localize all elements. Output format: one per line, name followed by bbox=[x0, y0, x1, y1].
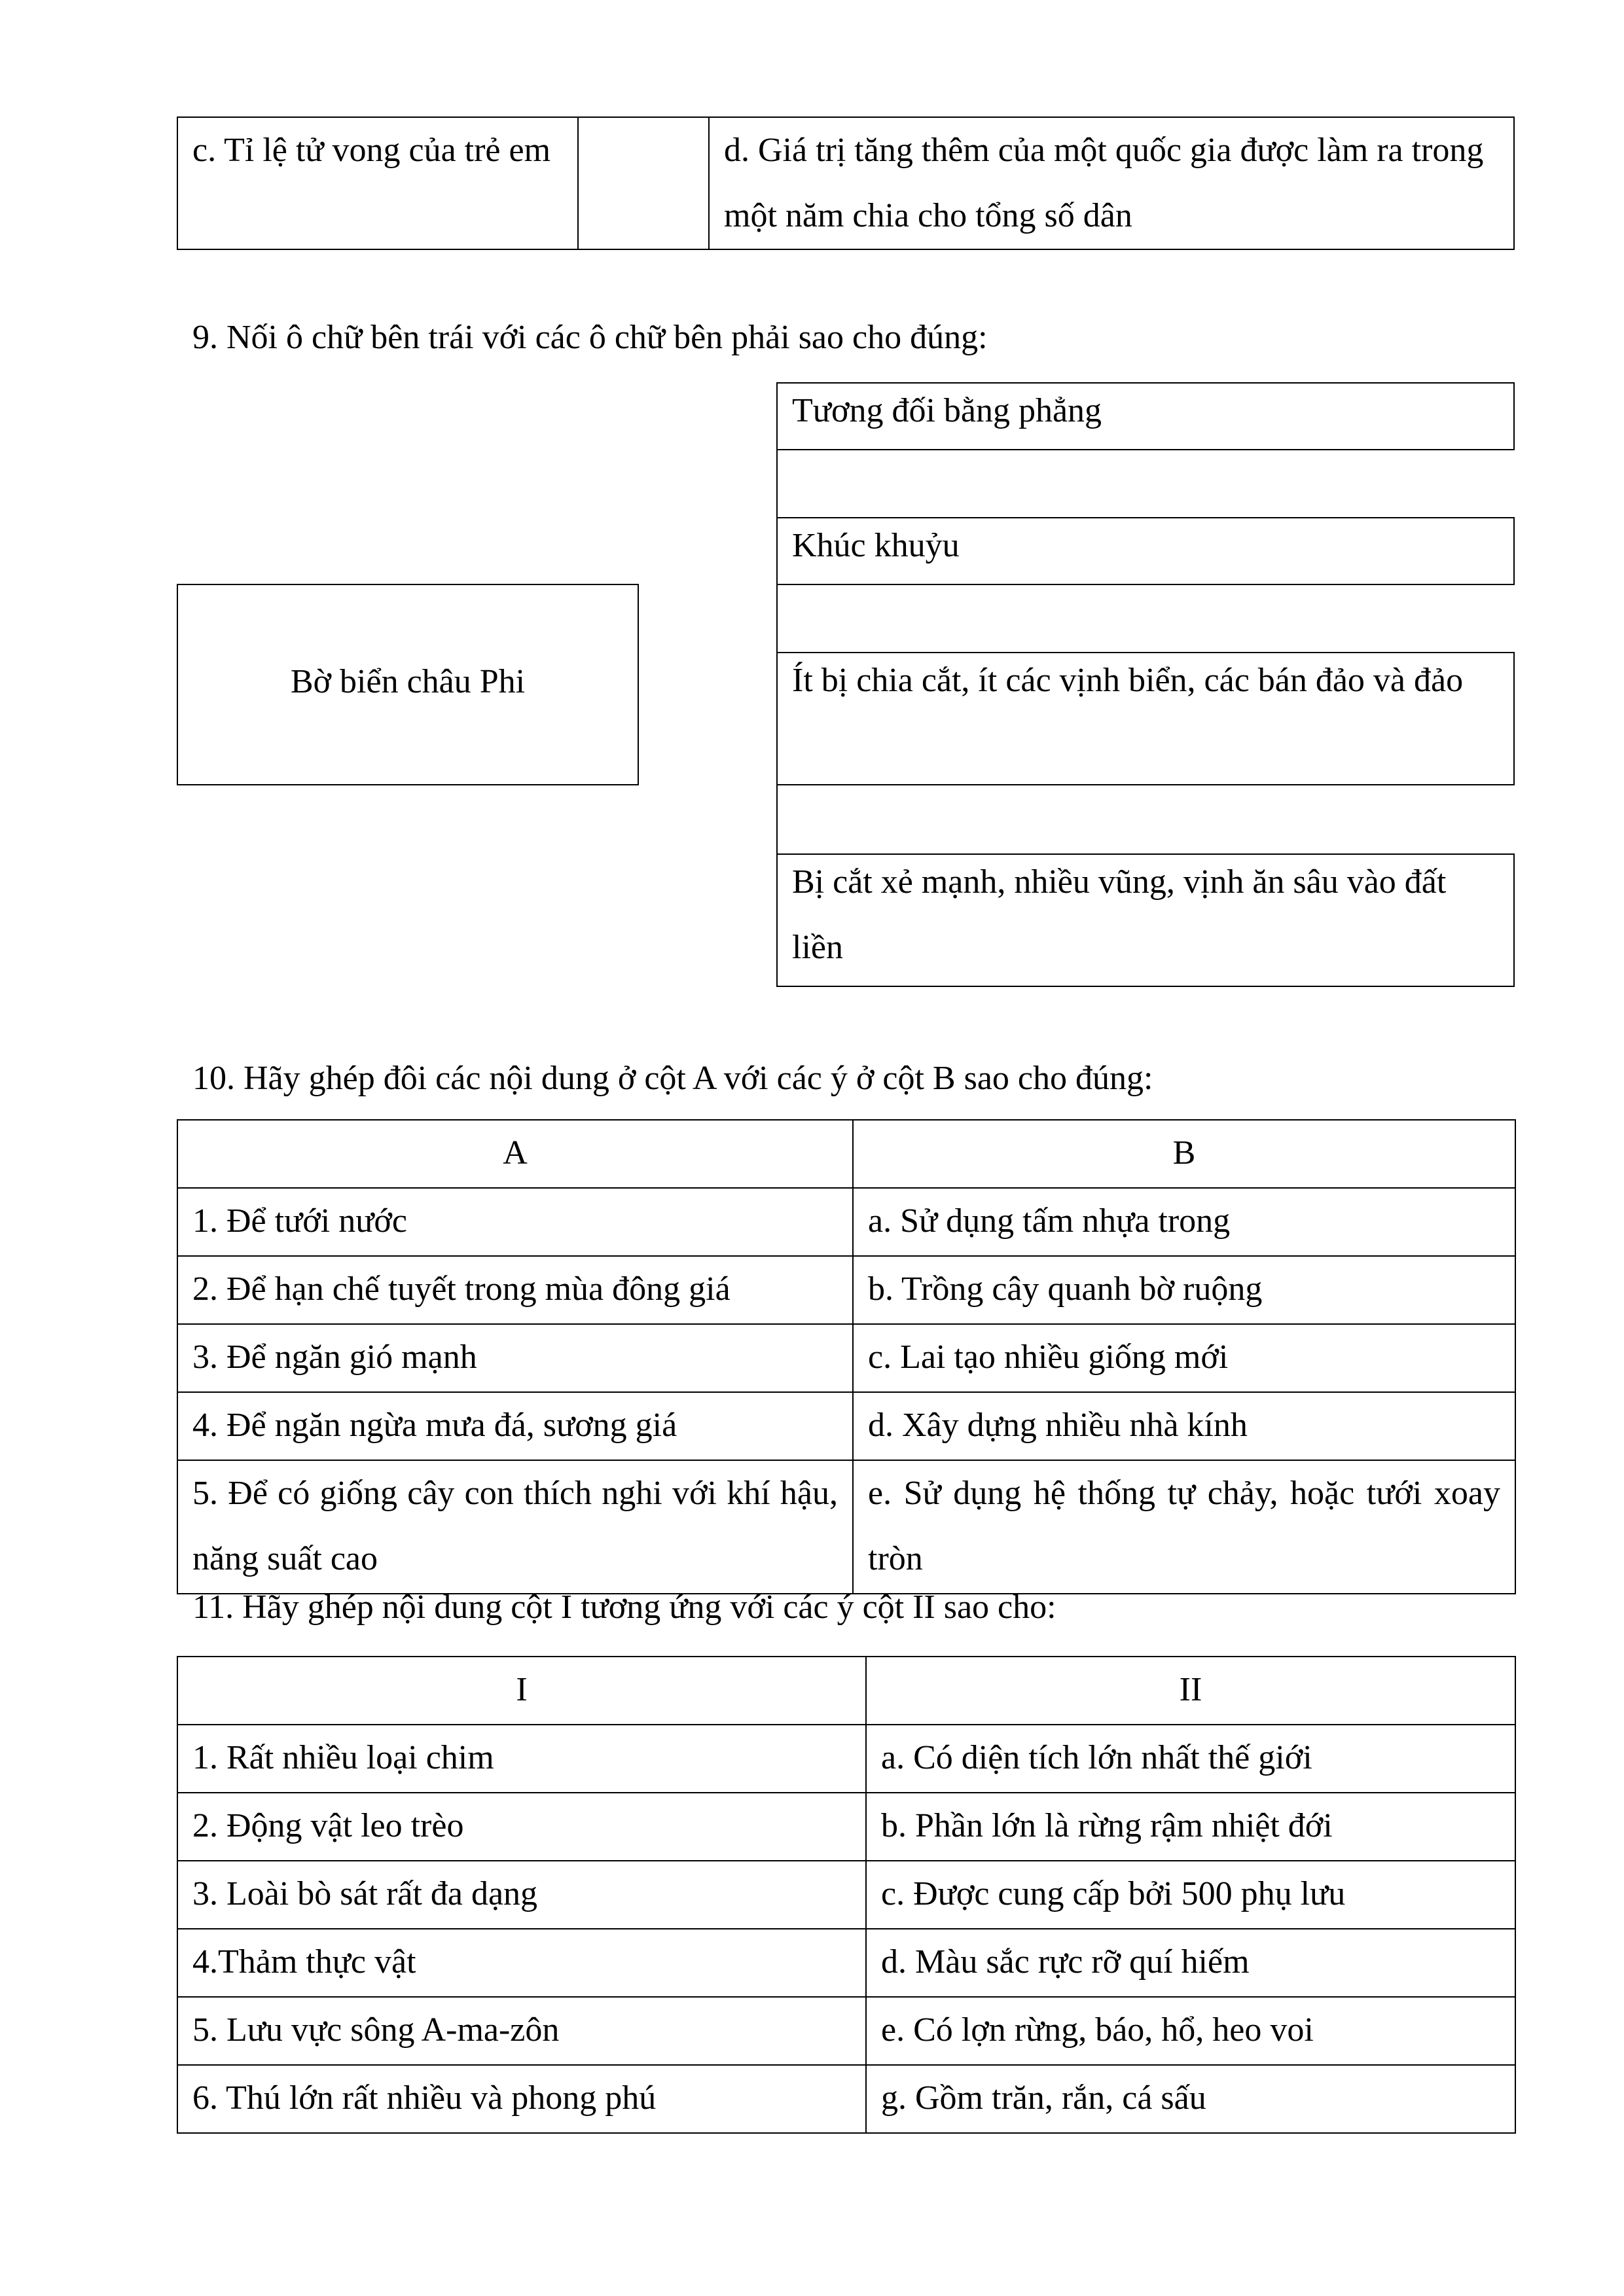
q10-cell-a5: 5. Để có giống cây con thích nghi với khí hậu, năng suất cao bbox=[177, 1460, 853, 1594]
table-row bbox=[177, 1793, 1515, 1861]
q9-option-2 bbox=[776, 517, 1515, 585]
q11-cell-ii5: e. Có lợn rừng, báo, hổ, heo voi bbox=[866, 1997, 1515, 2065]
table-row bbox=[177, 1392, 1515, 1460]
q11-cell-ii3: c. Được cung cấp bởi 500 phụ lưu bbox=[866, 1861, 1515, 1929]
top-gap-cell bbox=[577, 117, 710, 250]
q11-header-i: I bbox=[177, 1657, 866, 1725]
q11-cell-ii6: g. Gồm trăn, rắn, cá sấu bbox=[866, 2065, 1515, 2133]
q11-cell-i1: 1. Rất nhiều loại chim bbox=[177, 1725, 866, 1793]
q11-header-ii: II bbox=[866, 1657, 1515, 1725]
q11-cell-i5: 5. Lưu vực sông A-ma-zôn bbox=[177, 1997, 866, 2065]
table-row bbox=[177, 1324, 1515, 1392]
top-left-cell-text: c. Tỉ lệ tử vong của trẻ em bbox=[192, 132, 551, 169]
q10-prompt: 10. Hãy ghép đôi các nội dung ở cột A với các ý ở cột B sao cho đúng: bbox=[192, 1060, 1153, 1097]
q11-prompt: 11. Hãy ghép nội dung cột I tương ứng với các ý cột II sao cho: bbox=[192, 1588, 1056, 1626]
table-row bbox=[177, 2065, 1515, 2133]
q11-header-row bbox=[177, 1657, 1515, 1725]
q10-cell-a3: 3. Để ngăn gió mạnh bbox=[177, 1324, 853, 1392]
table-row bbox=[177, 1460, 1515, 1594]
q10-cell-b4: d. Xây dựng nhiều nhà kính bbox=[853, 1392, 1515, 1460]
table-row bbox=[177, 1188, 1515, 1256]
q10-cell-a4: 4. Để ngăn ngừa mưa đá, sương giá bbox=[177, 1392, 853, 1460]
top-right-cell bbox=[708, 117, 1515, 250]
table-row bbox=[177, 1256, 1515, 1324]
q10-cell-b2: b. Trồng cây quanh bờ ruộng bbox=[853, 1256, 1515, 1324]
top-left-cell bbox=[177, 117, 579, 250]
q10-header-b: B bbox=[853, 1120, 1515, 1188]
q11-cell-ii4: d. Màu sắc rực rỡ quí hiếm bbox=[866, 1929, 1515, 1997]
q11-cell-ii2: b. Phần lớn là rừng rậm nhiệt đới bbox=[866, 1793, 1515, 1861]
q9-option-2-text: Khúc khuỷu bbox=[792, 527, 960, 564]
q10-cell-a2: 2. Để hạn chế tuyết trong mùa đông giá bbox=[177, 1256, 853, 1324]
table-row bbox=[177, 1725, 1515, 1793]
q11-cell-i3: 3. Loài bò sát rất đa dạng bbox=[177, 1861, 866, 1929]
table-row bbox=[177, 1861, 1515, 1929]
q9-left-box bbox=[177, 584, 639, 785]
q9-spacer-1 bbox=[776, 449, 778, 518]
q10-cell-b5: e. Sử dụng hệ thống tự chảy, hoặc tưới xoay tròn bbox=[853, 1460, 1515, 1594]
q9-option-1-text: Tương đối bằng phẳng bbox=[792, 392, 1102, 429]
q9-option-1 bbox=[776, 382, 1515, 450]
q10-table bbox=[177, 1119, 1516, 1594]
q10-header-a: A bbox=[177, 1120, 853, 1188]
q9-spacer-2 bbox=[776, 584, 778, 653]
q10-cell-b1: a. Sử dụng tấm nhựa trong bbox=[853, 1188, 1515, 1256]
q9-left-box-text: Bờ biển châu Phi bbox=[290, 663, 526, 700]
table-row bbox=[177, 1929, 1515, 1997]
q10-header-row bbox=[177, 1120, 1515, 1188]
q11-cell-ii1: a. Có diện tích lớn nhất thế giới bbox=[866, 1725, 1515, 1793]
q11-cell-i6: 6. Thú lớn rất nhiều và phong phú bbox=[177, 2065, 866, 2133]
q10-cell-a1: 1. Để tưới nước bbox=[177, 1188, 853, 1256]
q11-table bbox=[177, 1656, 1516, 2134]
q9-option-3 bbox=[776, 652, 1515, 785]
q9-option-4 bbox=[776, 853, 1515, 987]
q10-cell-b3: c. Lai tạo nhiều giống mới bbox=[853, 1324, 1515, 1392]
q11-cell-i2: 2. Động vật leo trèo bbox=[177, 1793, 866, 1861]
q9-option-4-text: Bị cắt xẻ mạnh, nhiều vũng, vịnh ăn sâu vào đất liền bbox=[792, 863, 1447, 966]
q11-cell-i4: 4.Thảm thực vật bbox=[177, 1929, 866, 1997]
q9-option-3-text: Ít bị chia cắt, ít các vịnh biển, các bán đảo và đảo bbox=[792, 662, 1464, 699]
table-row bbox=[177, 1997, 1515, 2065]
q9-spacer-3 bbox=[776, 784, 778, 855]
top-right-cell-text: d. Giá trị tăng thêm của một quốc gia được làm ra trong một năm chia cho tổng số dân bbox=[724, 132, 1484, 234]
q9-prompt: 9. Nối ô chữ bên trái với các ô chữ bên phải sao cho đúng: bbox=[192, 319, 988, 356]
